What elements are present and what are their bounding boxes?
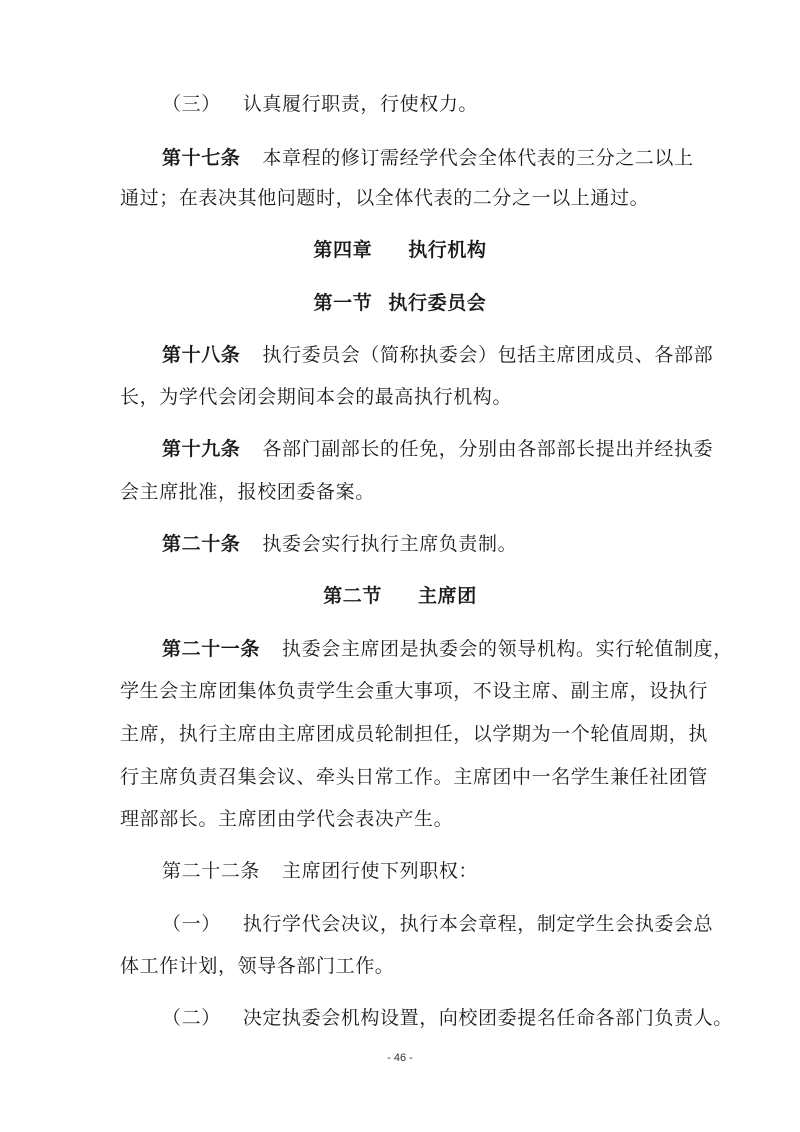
article-22-label: 第二十二条 (162, 860, 261, 882)
article-21-text-1: 执委会主席团是执委会的领导机构。实行轮值制度， (282, 638, 733, 660)
section-1-number: 第一节 (313, 292, 373, 314)
article-17-label: 第十七条 (162, 147, 241, 169)
chapter-heading (0, 238, 800, 262)
section-1-heading (0, 291, 800, 315)
item-2-label: （二） (162, 1007, 221, 1029)
item-2-line-1 (162, 1006, 733, 1030)
chapter-number: 第四章 (313, 239, 373, 261)
item-3-line (162, 92, 478, 116)
section-2-heading (0, 584, 800, 608)
article-21-line-3: 主席，执行主席由主席团成员轮制担任，以学期为一个轮值周期，执 (120, 723, 709, 745)
article-17-line-1 (162, 146, 694, 170)
article-21-line-1 (162, 637, 733, 661)
item-2-text-1: 决定执委会机构设置，向校团委提名任命各部门负责人。 (242, 1007, 733, 1029)
item-1-label: （一） (162, 913, 221, 935)
article-22-text-1: 主席团行使下列职权： (282, 860, 479, 882)
article-19-line-2: 会主席批准，报校团委备案。 (120, 481, 375, 503)
page-number: - 46 - (387, 1052, 413, 1064)
article-18-line-1 (162, 343, 713, 367)
article-21-line-4: 行主席负责召集会议、牵头日常工作。主席团中一名学生兼任社团管 (120, 766, 709, 788)
item-1-line-2: 体工作计划，领导各部门工作。 (120, 955, 395, 977)
article-21-label: 第二十一条 (162, 638, 261, 660)
article-20-text-1: 执委会实行执行主席负责制。 (262, 533, 518, 555)
article-19-line-1 (162, 437, 713, 461)
article-18-label: 第十八条 (162, 344, 241, 366)
article-21-line-5: 理部部长。主席团由学代会表决产生。 (120, 808, 454, 830)
item-1-text-1: 执行学代会决议，执行本会章程，制定学生会执委会总 (242, 913, 714, 935)
item-3-label: （三） (162, 93, 221, 115)
chapter-name: 执行机构 (408, 239, 487, 261)
article-17-text-1: 本章程的修订需经学代会全体代表的三分之二以上 (262, 147, 694, 169)
article-17-line-2: 通过；在表决其他问题时，以全体代表的二分之一以上通过。 (120, 187, 650, 209)
section-1-name: 执行委员会 (388, 292, 487, 314)
section-2-name: 主席团 (418, 585, 477, 607)
section-2-number: 第二节 (323, 585, 382, 607)
item-1-line-1 (162, 912, 713, 936)
item-3-text: 认真履行职责，行使权力。 (242, 93, 479, 115)
article-19-label: 第十九条 (162, 438, 241, 460)
article-20-line-1 (162, 532, 517, 556)
article-18-line-2: 长，为学代会闭会期间本会的最高执行机构。 (120, 386, 513, 408)
article-18-text-1: 执行委员会（简称执委会）包括主席团成员、各部部 (262, 344, 714, 366)
article-20-label: 第二十条 (162, 533, 241, 555)
article-21-line-2: 学生会主席团集体负责学生会重大事项，不设主席、副主席，设执行 (120, 680, 709, 702)
article-22-line-1 (162, 859, 478, 883)
article-19-text-1: 各部门副部长的任免，分别由各部部长提出并经执委 (262, 438, 714, 460)
